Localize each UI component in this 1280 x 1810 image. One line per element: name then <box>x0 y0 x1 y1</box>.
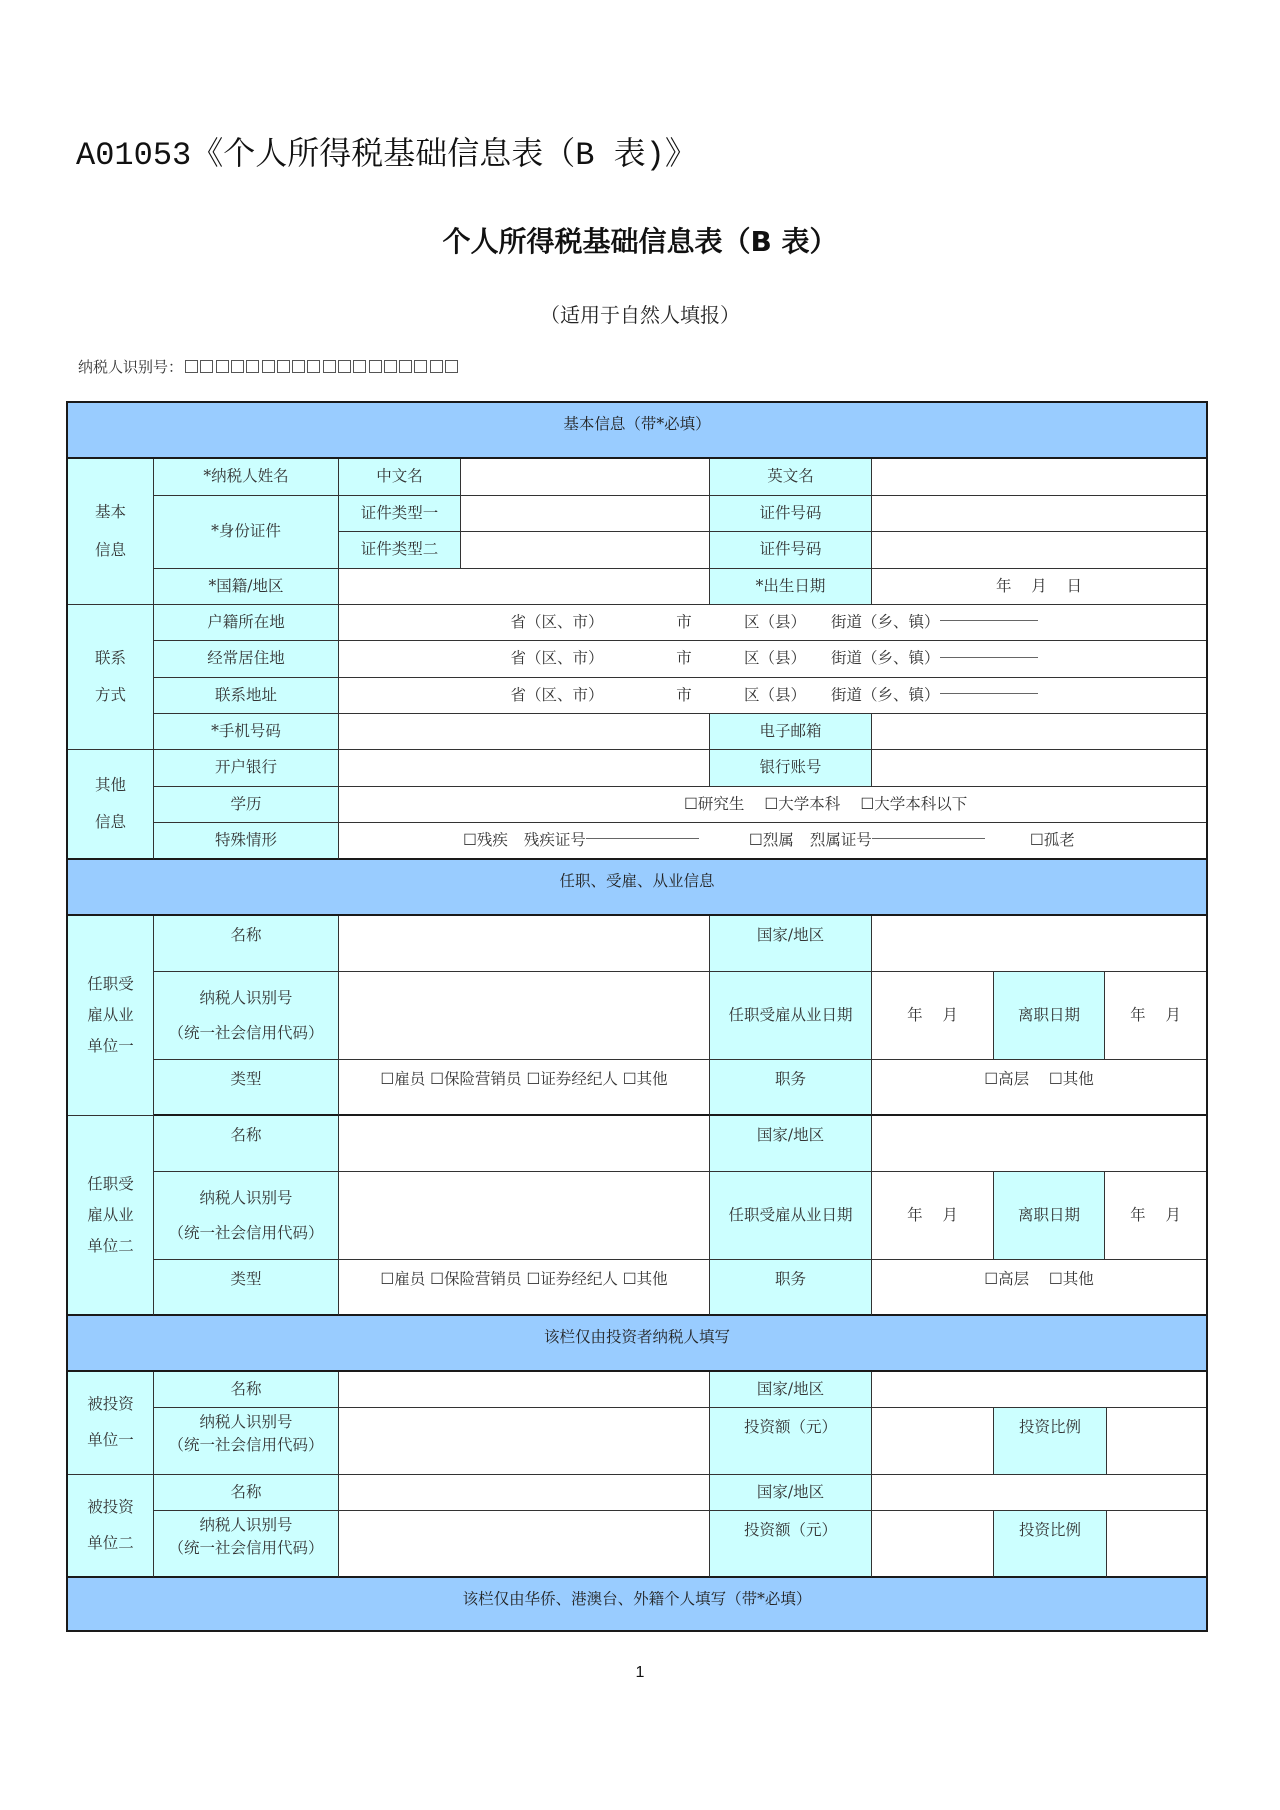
employer1-type-options[interactable]: ☐雇员 ☐保险营销员 ☐证券经纪人 ☐其他 <box>339 1060 710 1116</box>
district-label: 区（县） <box>743 685 806 704</box>
group-label-employer1 <box>68 916 154 1116</box>
province-label: 省（区、市） <box>510 685 604 704</box>
taxpayer-id-digit-box[interactable] <box>262 360 275 373</box>
group-label-investee1 <box>68 1372 154 1475</box>
form-table <box>66 401 1208 1632</box>
province-label: 省（区、市） <box>510 649 604 668</box>
english-name-field[interactable] <box>872 459 1206 496</box>
group-label-investee2 <box>68 1475 154 1578</box>
taxpayer-id-digit-box[interactable] <box>414 360 427 373</box>
district-label: 区（县） <box>743 649 806 668</box>
employer1-tin-field[interactable] <box>339 972 710 1060</box>
group-label-basic-line2: 信息 <box>94 540 126 559</box>
martyr-option[interactable]: ☐烈属 <box>748 830 794 849</box>
group-label-contact <box>68 605 154 750</box>
household-registration-address[interactable] <box>339 605 1206 641</box>
group-label-contact-line2: 方式 <box>94 686 126 704</box>
employer1-country-field[interactable] <box>872 916 1206 972</box>
investee1-tin-label-main: 纳税人识别号 <box>199 1413 293 1431</box>
investee2-amount-field[interactable] <box>872 1511 994 1578</box>
taxpayer-id-digit-box[interactable] <box>399 360 412 373</box>
investee1-name-field[interactable] <box>339 1372 710 1408</box>
investee1-tin-label-sub: （统一社会信用代码） <box>168 1436 324 1455</box>
investee1-country-label: 国家/地区 <box>710 1372 872 1408</box>
employer1-tin-label-main: 纳税人识别号 <box>199 988 293 1007</box>
taxpayer-id-digit-box[interactable] <box>200 360 213 373</box>
employer1-tin-label-sub: （统一社会信用代码） <box>168 1023 324 1042</box>
employer2-name-label: 名称 <box>154 1116 339 1172</box>
section-header-employment-label: 任职、受雇、从业信息 <box>559 872 715 890</box>
taxpayer-id-digit-box[interactable] <box>353 360 366 373</box>
taxpayer-id-digit-box[interactable] <box>246 360 259 373</box>
employer2-label-line2: 雇从业 <box>87 1205 134 1224</box>
id-number2-field[interactable] <box>872 532 1206 569</box>
employer2-position-label: 职务 <box>710 1260 872 1316</box>
employer1-name-label: 名称 <box>154 916 339 972</box>
employer2-tin-label-sub: （统一社会信用代码） <box>168 1223 324 1242</box>
street-underline <box>940 620 1038 621</box>
taxpayer-id-digit-box[interactable] <box>277 360 290 373</box>
document-code-title: A01053《个人所得税基础信息表（B 表)》 <box>76 137 697 174</box>
email-label: 电子邮箱 <box>710 714 872 750</box>
investee1-country-field[interactable] <box>872 1372 1206 1408</box>
taxpayer-id-line <box>78 356 460 377</box>
martyr-cert-label: 烈属证号 <box>809 830 872 849</box>
section-header-basic <box>68 403 1206 459</box>
taxpayer-name-label: *纳税人姓名 <box>154 459 339 496</box>
district-label: 区（县） <box>743 612 806 631</box>
employer1-position-label: 职务 <box>710 1060 872 1116</box>
street-label: 街道（乡、镇） <box>831 685 940 704</box>
street-label: 街道（乡、镇） <box>831 612 940 631</box>
employer1-tin-label <box>154 972 339 1060</box>
investee1-ratio-field[interactable] <box>1107 1408 1206 1475</box>
employer2-type-options[interactable]: ☐雇员 ☐保险营销员 ☐证券经纪人 ☐其他 <box>339 1260 710 1316</box>
id-document-label: *身份证件 <box>154 496 339 569</box>
group-label-basic-line1: 基本 <box>94 503 126 522</box>
investee1-amount-label: 投资额（元） <box>710 1408 872 1475</box>
employer1-label-line3: 单位一 <box>87 1037 134 1055</box>
disabled-option[interactable]: ☐残疾 <box>463 830 508 849</box>
disabled-cert-label: 残疾证号 <box>523 830 586 849</box>
taxpayer-id-digit-box[interactable] <box>369 360 382 373</box>
employer2-country-field[interactable] <box>872 1116 1206 1172</box>
account-field[interactable] <box>872 750 1206 787</box>
employer2-tin-field[interactable] <box>339 1172 710 1260</box>
city-label: 市 <box>676 649 692 668</box>
id-number2-label: 证件号码 <box>710 532 872 569</box>
residence-address[interactable] <box>339 641 1206 678</box>
group-label-basic <box>68 459 154 605</box>
investee2-label-line2: 单位二 <box>87 1533 134 1552</box>
elderly-option[interactable]: ☐孤老 <box>1029 830 1075 849</box>
email-field[interactable] <box>872 714 1206 750</box>
taxpayer-id-digit-box[interactable] <box>292 360 305 373</box>
investee1-ratio-label: 投资比例 <box>994 1408 1107 1475</box>
taxpayer-id-digit-box[interactable] <box>307 360 320 373</box>
page-number: 1 <box>635 1664 645 1681</box>
investee2-label-line1: 被投资 <box>87 1497 134 1516</box>
employer1-position-options[interactable]: ☐高层 ☐其他 <box>872 1060 1206 1116</box>
id-number1-label: 证件号码 <box>710 496 872 532</box>
group-label-other <box>68 750 154 860</box>
street-underline <box>940 693 1038 694</box>
province-label: 省（区、市） <box>510 612 604 631</box>
id-type2-label: 证件类型二 <box>339 532 461 569</box>
education-option-postgraduate[interactable]: ☐研究生 <box>684 794 745 813</box>
investee2-country-label: 国家/地区 <box>710 1475 872 1511</box>
bank-field[interactable] <box>339 750 710 787</box>
disabled-cert-field[interactable] <box>586 838 699 839</box>
employer2-label-line3: 单位二 <box>87 1236 134 1255</box>
investee2-tin-label-sub: （统一社会信用代码） <box>168 1539 324 1558</box>
education-options <box>339 787 1206 823</box>
bank-label: 开户银行 <box>154 750 339 787</box>
employer2-leave-date-label: 离职日期 <box>994 1172 1105 1260</box>
investee1-tin-field[interactable] <box>339 1408 710 1475</box>
taxpayer-id-label: 纳税人识别号： <box>78 358 184 376</box>
employer2-label-line1: 任职受 <box>87 1174 134 1193</box>
employer2-tin-label <box>154 1172 339 1260</box>
investee1-tin-label <box>154 1408 339 1475</box>
employer1-type-label: 类型 <box>154 1060 339 1116</box>
id-type1-label: 证件类型一 <box>339 496 461 532</box>
employer1-leave-date-label: 离职日期 <box>994 972 1105 1060</box>
investee2-ratio-field[interactable] <box>1107 1511 1206 1578</box>
investee2-name-label: 名称 <box>154 1475 339 1511</box>
account-label: 银行账号 <box>710 750 872 787</box>
education-option-below-bachelor[interactable]: ☐大学本科以下 <box>860 794 968 813</box>
birth-date-field[interactable]: 年 月 日 <box>872 569 1206 605</box>
investee1-amount-field[interactable] <box>872 1408 994 1475</box>
employer2-type-label: 类型 <box>154 1260 339 1316</box>
taxpayer-id-digit-box[interactable] <box>323 360 336 373</box>
employer1-label-line2: 雇从业 <box>87 1006 134 1024</box>
employer2-start-date-field[interactable]: 年 月 <box>872 1172 994 1260</box>
id-type2-field[interactable] <box>461 532 710 569</box>
section-header-foreign-label: 该栏仅由华侨、港澳台、外籍个人填写（带*必填） <box>462 1590 812 1608</box>
special-status-options <box>339 823 1206 860</box>
employer2-start-date-label: 任职受雇从业日期 <box>710 1172 872 1260</box>
investee2-country-field[interactable] <box>872 1475 1206 1511</box>
employer1-start-date-field[interactable]: 年 月 <box>872 972 994 1060</box>
group-label-employer2 <box>68 1116 154 1316</box>
contact-address-label: 联系地址 <box>154 678 339 714</box>
investee2-tin-label <box>154 1511 339 1578</box>
employer1-country-label: 国家/地区 <box>710 916 872 972</box>
chinese-name-label: 中文名 <box>339 459 461 496</box>
employer2-leave-date-field[interactable]: 年 月 <box>1105 1172 1206 1260</box>
group-label-other-line2: 信息 <box>94 813 126 831</box>
section-header-investor-label: 该栏仅由投资者纳税人填写 <box>543 1328 730 1346</box>
taxpayer-id-digit-box[interactable] <box>430 360 443 373</box>
street-label: 街道（乡、镇） <box>831 649 940 668</box>
household-registration-label: 户籍所在地 <box>154 605 339 641</box>
employer1-name-field[interactable] <box>339 916 710 972</box>
city-label: 市 <box>676 612 692 631</box>
investee1-name-label: 名称 <box>154 1372 339 1408</box>
employer1-leave-date-field[interactable]: 年 月 <box>1105 972 1206 1060</box>
contact-address[interactable] <box>339 678 1206 714</box>
street-underline <box>940 657 1038 658</box>
group-label-contact-line1: 联系 <box>94 648 126 667</box>
taxpayer-id-digit-box[interactable] <box>185 360 198 373</box>
mobile-field[interactable] <box>339 714 710 750</box>
investee2-tin-field[interactable] <box>339 1511 710 1578</box>
section-header-basic-label: 基本信息（带*必填） <box>563 415 711 433</box>
employer2-position-options[interactable]: ☐高层 ☐其他 <box>872 1260 1206 1316</box>
city-label: 市 <box>676 685 692 704</box>
employer2-name-field[interactable] <box>339 1116 710 1172</box>
id-type1-field[interactable] <box>461 496 710 532</box>
nationality-field[interactable] <box>339 569 710 605</box>
residence-label: 经常居住地 <box>154 641 339 678</box>
taxpayer-id-digit-box[interactable] <box>384 360 397 373</box>
employer2-country-label: 国家/地区 <box>710 1116 872 1172</box>
section-header-employment <box>68 860 1206 916</box>
education-option-bachelor[interactable]: ☐大学本科 <box>764 794 841 813</box>
taxpayer-id-digit-box[interactable] <box>216 360 229 373</box>
nationality-label: *国籍/地区 <box>154 569 339 605</box>
mobile-label: *手机号码 <box>154 714 339 750</box>
birth-date-label: *出生日期 <box>710 569 872 605</box>
investee2-amount-label: 投资额（元） <box>710 1511 872 1578</box>
id-number1-field[interactable] <box>872 496 1206 532</box>
form-title: 个人所得税基础信息表（B 表） <box>442 225 838 258</box>
investee1-label-line1: 被投资 <box>87 1395 134 1414</box>
employer1-label-line1: 任职受 <box>87 975 134 993</box>
employer2-tin-label-main: 纳税人识别号 <box>199 1188 293 1207</box>
taxpayer-id-boxes[interactable] <box>185 360 460 373</box>
form-subtitle: （适用于自然人填报） <box>540 303 740 327</box>
section-header-investor <box>68 1316 1206 1372</box>
taxpayer-id-digit-box[interactable] <box>231 360 244 373</box>
special-status-label: 特殊情形 <box>154 823 339 860</box>
section-header-foreign <box>68 1578 1206 1630</box>
taxpayer-id-digit-box[interactable] <box>445 360 458 373</box>
investee2-ratio-label: 投资比例 <box>994 1511 1107 1578</box>
investee1-label-line2: 单位一 <box>87 1431 134 1449</box>
group-label-other-line1: 其他 <box>94 775 126 794</box>
employer1-start-date-label: 任职受雇从业日期 <box>710 972 872 1060</box>
english-name-label: 英文名 <box>710 459 872 496</box>
investee2-name-field[interactable] <box>339 1475 710 1511</box>
martyr-cert-field[interactable] <box>872 838 985 839</box>
chinese-name-field[interactable] <box>461 459 710 496</box>
investee2-tin-label-main: 纳税人识别号 <box>199 1516 293 1534</box>
taxpayer-id-digit-box[interactable] <box>338 360 351 373</box>
education-label: 学历 <box>154 787 339 823</box>
